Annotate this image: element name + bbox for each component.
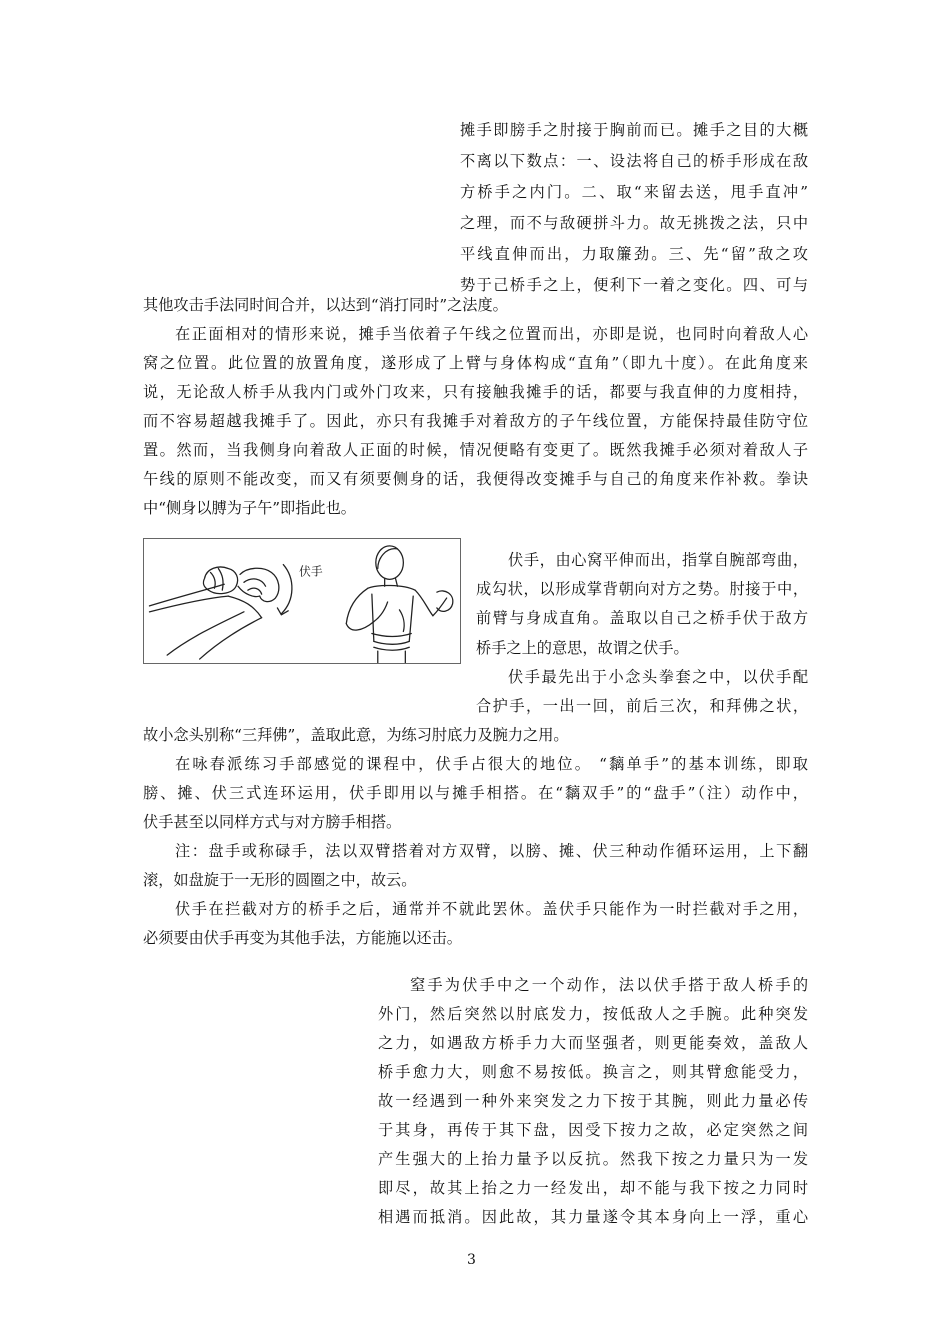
para4-last-line: 故小念头别称“三拜佛”，盖取此意，为练习肘底力及腕力之用。: [143, 726, 569, 744]
para2-line: 置。然而，当我侧身向着敌人正面的时候，情况便略有变更了。既然我摊手必须对着敌人子: [143, 441, 808, 459]
para7-line: 窒手为伏手中之一个动作，法以伏手搭于敌人桥手的: [410, 976, 808, 994]
para5-last-line: 伏手甚至以同样方式与对方膀手相搭。: [143, 813, 402, 831]
para7-line: 外门，然后突然以肘底发力，按低敌人之手腕。此种突发: [378, 1005, 808, 1023]
para1-line: 势于己桥手之上，便利下一着之变化。四、可与: [460, 276, 808, 294]
para3-line: 伏手，由心窝平伸而出，指掌自腕部弯曲，: [508, 551, 808, 569]
para3-line: 成勾状，以形成掌背朝向对方之势。肘接于中，: [476, 580, 808, 598]
para3-line: 前臂与身成直角。盖取以自己之桥手伏于敌方: [476, 609, 808, 627]
para7-line: 于其身，再传于其下盘，因受下按力之故，必定突然之间: [378, 1121, 808, 1139]
fu-shou-illustration: [143, 538, 461, 664]
para6-last-line: 必须要由伏手再变为其他手法，方能施以还击。: [143, 929, 462, 947]
para1-line: 摊手即膀手之肘接于胸前而已。摊手之目的大概: [460, 121, 808, 139]
para7-line: 之力，如遇敌方桥手力大而坚强者，则更能奏效，盖敌人: [378, 1034, 808, 1052]
para1-line: 之理，而不与敌硬拼斗力。故无挑拨之法，只中: [460, 214, 808, 232]
para1-line: 不离以下数点：一、设法将自己的桥手形成在敌: [460, 152, 808, 170]
para2-line: 午线的原则不能改变，而又有须要侧身的话，我便得改变摊手与自己的角度来作补救。拳诀: [143, 470, 808, 488]
para2-line: 说，无论敌人桥手从我内门或外门攻来，只有接触我摊手的话，都要与我直伸的力度相持，: [143, 383, 808, 401]
para7-line: 相遇而抵消。因此故，其力量遂令其本身向上一浮，重心: [378, 1208, 808, 1226]
para1-last-line: 其他攻击手法同时间合并，以达到“消打同时”之法度。: [143, 296, 508, 314]
para7-line: 故一经遇到一种外来突发之力下按于其腕，则此力量必传: [378, 1092, 808, 1110]
para3-last-line: 桥手之上的意思，故谓之伏手。: [476, 639, 689, 657]
para1-line: 平线直伸而出，力取簾劲。三、先“留”敌之攻: [460, 245, 808, 263]
para5-line: 在咏春派练习手部感觉的课程中，伏手占很大的地位。 “黐单手”的基本训练，即取: [175, 755, 808, 773]
para6-line: 伏手在拦截对方的桥手之后，通常并不就此罢休。盖伏手只能作为一时拦截对手之用，: [175, 900, 808, 918]
para1-line: 方桥手之内门。二、取“来留去送，甩手直冲”: [460, 183, 808, 201]
note-line: 注：盘手或称碌手，法以双臂搭着对方双臂，以膀、摊、伏三种动作循环运用，上下翻: [175, 842, 808, 860]
note-last-line: 滚，如盘旋于一无形的圆圈之中，故云。: [143, 871, 417, 889]
para7-line: 产生强大的上抬力量予以反抗。然我下按之力量只为一发: [378, 1150, 808, 1168]
para2-last-line: 中“侧身以膊为子午”即指此也。: [143, 499, 356, 517]
page-number: 3: [467, 1252, 476, 1268]
para5-line: 膀、摊、伏三式连环运用，伏手即用以与摊手相搭。在“黐双手”的“盘手”（注）动作中，: [143, 784, 808, 802]
para2-line: 在正面相对的情形来说，摊手当依着子午线之位置而出，亦即是说，也同时向着敌人心: [175, 325, 808, 343]
para4-line: 合护手，一出一回，前后三次，和拜佛之状，: [476, 697, 808, 715]
para7-line: 即尽，故其上抬之力一经发出，却不能与我下按之力同时: [378, 1179, 808, 1197]
para7-line: 桥手愈力大，则愈不易按低。换言之，则其臂愈能受力，: [378, 1063, 808, 1081]
para2-line: 窝之位置。此位置的放置角度，遂形成了上臂与身体构成“直角”（即九十度）。在此角度来: [143, 354, 808, 372]
figure-label-fu: 伏手: [299, 564, 323, 579]
para4-line: 伏手最先出于小念头拳套之中，以伏手配: [508, 668, 808, 686]
para2-line: 而不容易超越我摊手了。因此，亦只有我摊手对着敌方的子午线位置，方能保持最佳防守位: [143, 412, 808, 430]
